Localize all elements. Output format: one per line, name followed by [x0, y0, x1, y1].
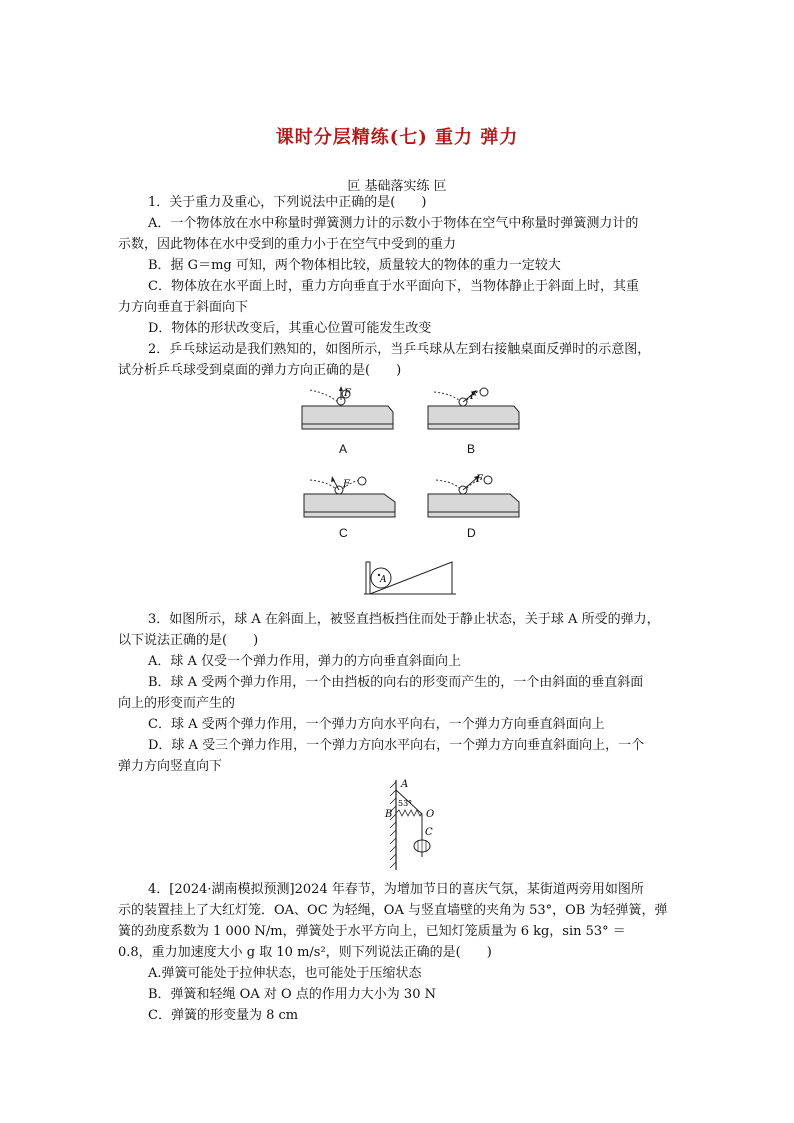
q4-stem-line2: 示的装置挂上了大红灯笼．OA、OC 为轻绳，OA 与竖直墙壁的夹角为 53°，OB 为轻弹簧，弹 — [118, 903, 668, 918]
q1-option-a-line1: A．一个物体放在水中称量时弹簧测力计的示数小于物体在空气中称量时弹簧测力计的 — [148, 216, 639, 231]
q2-stem-line2: 试分析乒乓球受到桌面的弹力方向正确的是( ) — [118, 363, 402, 378]
q2-label-c: C — [339, 526, 348, 540]
q2-fig-d-force-label: F — [476, 474, 483, 485]
q1-option-d: D．物体的形状改变后，其重心位置可能发生改变 — [148, 321, 432, 336]
q3-option-b-line2: 向上的形变而产生的 — [118, 696, 236, 711]
q2-figure-a — [300, 386, 395, 436]
q3-option-a: A．球 A 仅受一个弹力作用，弹力的方向垂直斜面向上 — [148, 654, 462, 669]
q1-option-c-line2: 力方向垂直于斜面向下 — [118, 300, 249, 315]
q2-figure-c — [302, 474, 397, 524]
q4-option-b: B．弹簧和轻绳 OA 对 O 点的作用力大小为 30 N — [148, 987, 436, 1002]
q1-option-c-line1: C．物体放在水平面上时，重力方向垂直于水平面向下，当物体静止于斜面上时，其重 — [148, 279, 639, 294]
q2-fig-b-force-label: F — [470, 391, 477, 402]
q1-option-a-line2: 示数，因此物体在水中受到的重力小于在空气中受到的重力 — [118, 237, 457, 252]
q1-option-b: B．据 G＝mg 可知，两个物体相比较，质量较大的物体的重力一定较大 — [148, 258, 561, 273]
q2-label-a: A — [339, 442, 348, 456]
q2-label-d: D — [467, 526, 476, 540]
q3-option-d-line2: 弹力方向竖直向下 — [118, 759, 223, 774]
q4-option-a: A.弹簧可能处于拉伸状态，也可能处于压缩状态 — [148, 966, 422, 981]
q2-label-b: B — [467, 442, 476, 456]
q4-point-a-label: A — [401, 779, 409, 790]
q4-stem-line1: 4．[2024·湖南模拟预测]2024 年春节，为增加节日的喜庆气氛，某街道两旁用如图所 — [148, 882, 644, 897]
q2-fig-c-force-label: F — [343, 479, 350, 490]
page-title: 课时分层精练(七) 重力 弹力 — [275, 127, 519, 148]
q3-figure — [364, 558, 459, 598]
q4-figure — [376, 778, 446, 873]
q3-ball-label: A — [380, 575, 387, 585]
q4-point-o-label: O — [426, 809, 435, 820]
q4-point-b-label: B — [385, 809, 393, 820]
q4-stem-line3: 簧的劲度系数为 1 000 N/m，弹簧处于水平方向上，已知灯笼质量为 6 kg，sin 53° ＝ — [118, 924, 626, 939]
q1-stem: 1．关于重力及重心，下列说法中正确的是( ) — [148, 195, 427, 210]
q4-stem-line4: 0.8，重力加速度大小 g 取 10 m/s²，则下列说法正确的是( ) — [118, 945, 492, 960]
q2-figure-d — [426, 474, 521, 524]
q3-stem-line2: 以下说法正确的是( ) — [118, 633, 259, 648]
section-heading: 叵 基础落实练 叵 — [347, 179, 447, 194]
q2-figure-b — [426, 386, 521, 436]
q3-option-b-line1: B．球 A 受两个弹力作用，一个由挡板的向右的形变而产生的，一个由斜面的垂直斜面 — [148, 675, 644, 690]
q4-angle-label: 53° — [398, 799, 413, 808]
q2-stem-line1: 2．乒乓球运动是我们熟知的，如图所示，当乒乓球从左到右接触桌面反弹时的示意图， — [148, 342, 651, 357]
q2-fig-a-force-label: F — [344, 388, 351, 399]
q3-stem-line1: 3．如图所示，球 A 在斜面上，被竖直挡板挡住而处于静止状态，关于球 A 所受的弹力， — [148, 612, 660, 627]
q4-point-c-label: C — [425, 827, 433, 838]
q3-option-c: C．球 A 受两个弹力作用，一个弹力方向水平向右，一个弹力方向垂直斜面向上 — [148, 717, 605, 732]
q4-option-c: C．弹簧的形变量为 8 cm — [148, 1008, 299, 1023]
q3-option-d-line1: D．球 A 受三个弹力作用，一个弹力方向水平向右，一个弹力方向垂直斜面向上，一个 — [148, 738, 645, 753]
